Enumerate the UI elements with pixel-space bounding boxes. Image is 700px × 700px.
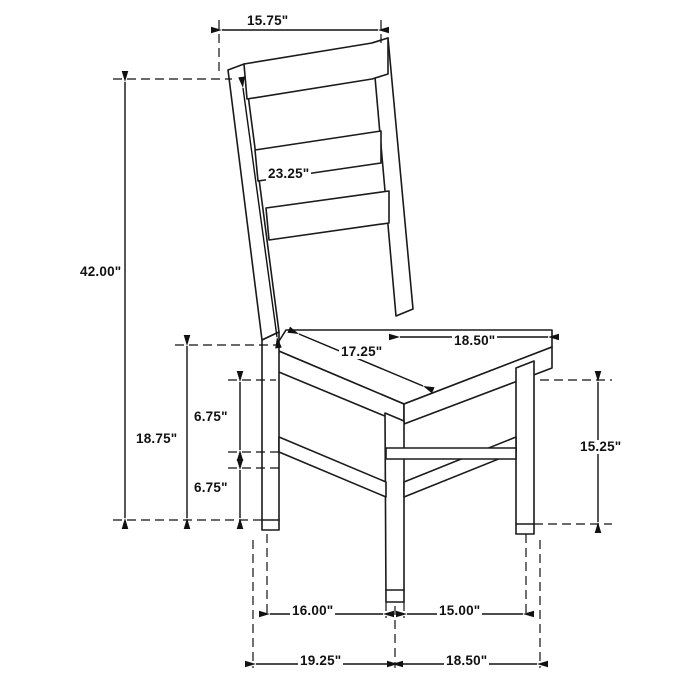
- leg-rear-left: [262, 332, 279, 530]
- leg-front-right: [516, 361, 534, 534]
- stretcher-side-left: [279, 437, 386, 497]
- back-slat-lower: [266, 191, 389, 240]
- dimension-label-seat-height: 18.75": [136, 431, 178, 446]
- stretcher-cross: [386, 448, 516, 459]
- dimension-label-overall-height: 42.00": [80, 264, 122, 279]
- dimension-label-rear-base-depth: 16.00": [292, 603, 334, 618]
- dimension-label-overall-depth-front: 18.50": [446, 653, 488, 668]
- dimension-label-front-base-depth: 15.00": [439, 603, 481, 618]
- dimension-label-seat-width: 18.50": [454, 333, 496, 348]
- dimension-label-stretcher-lower: 6.75": [194, 480, 228, 495]
- stretcher-side-right: [404, 437, 516, 497]
- dimension-label-overall-depth-rear: 19.25": [300, 653, 342, 668]
- dimension-label-front-seat-height: 15.25": [580, 439, 622, 454]
- dimension-label-back-height: 23.25": [268, 166, 310, 181]
- back-top-rail: [244, 38, 388, 99]
- dimension-label-back-width: 15.75": [247, 13, 289, 28]
- leg-front-center: [385, 413, 404, 602]
- chair-outline: [228, 38, 552, 602]
- dimension-label-seat-depth: 17.25": [341, 344, 383, 359]
- dimension-label-stretcher-upper: 6.75": [194, 409, 228, 424]
- back-post-right: [372, 38, 413, 316]
